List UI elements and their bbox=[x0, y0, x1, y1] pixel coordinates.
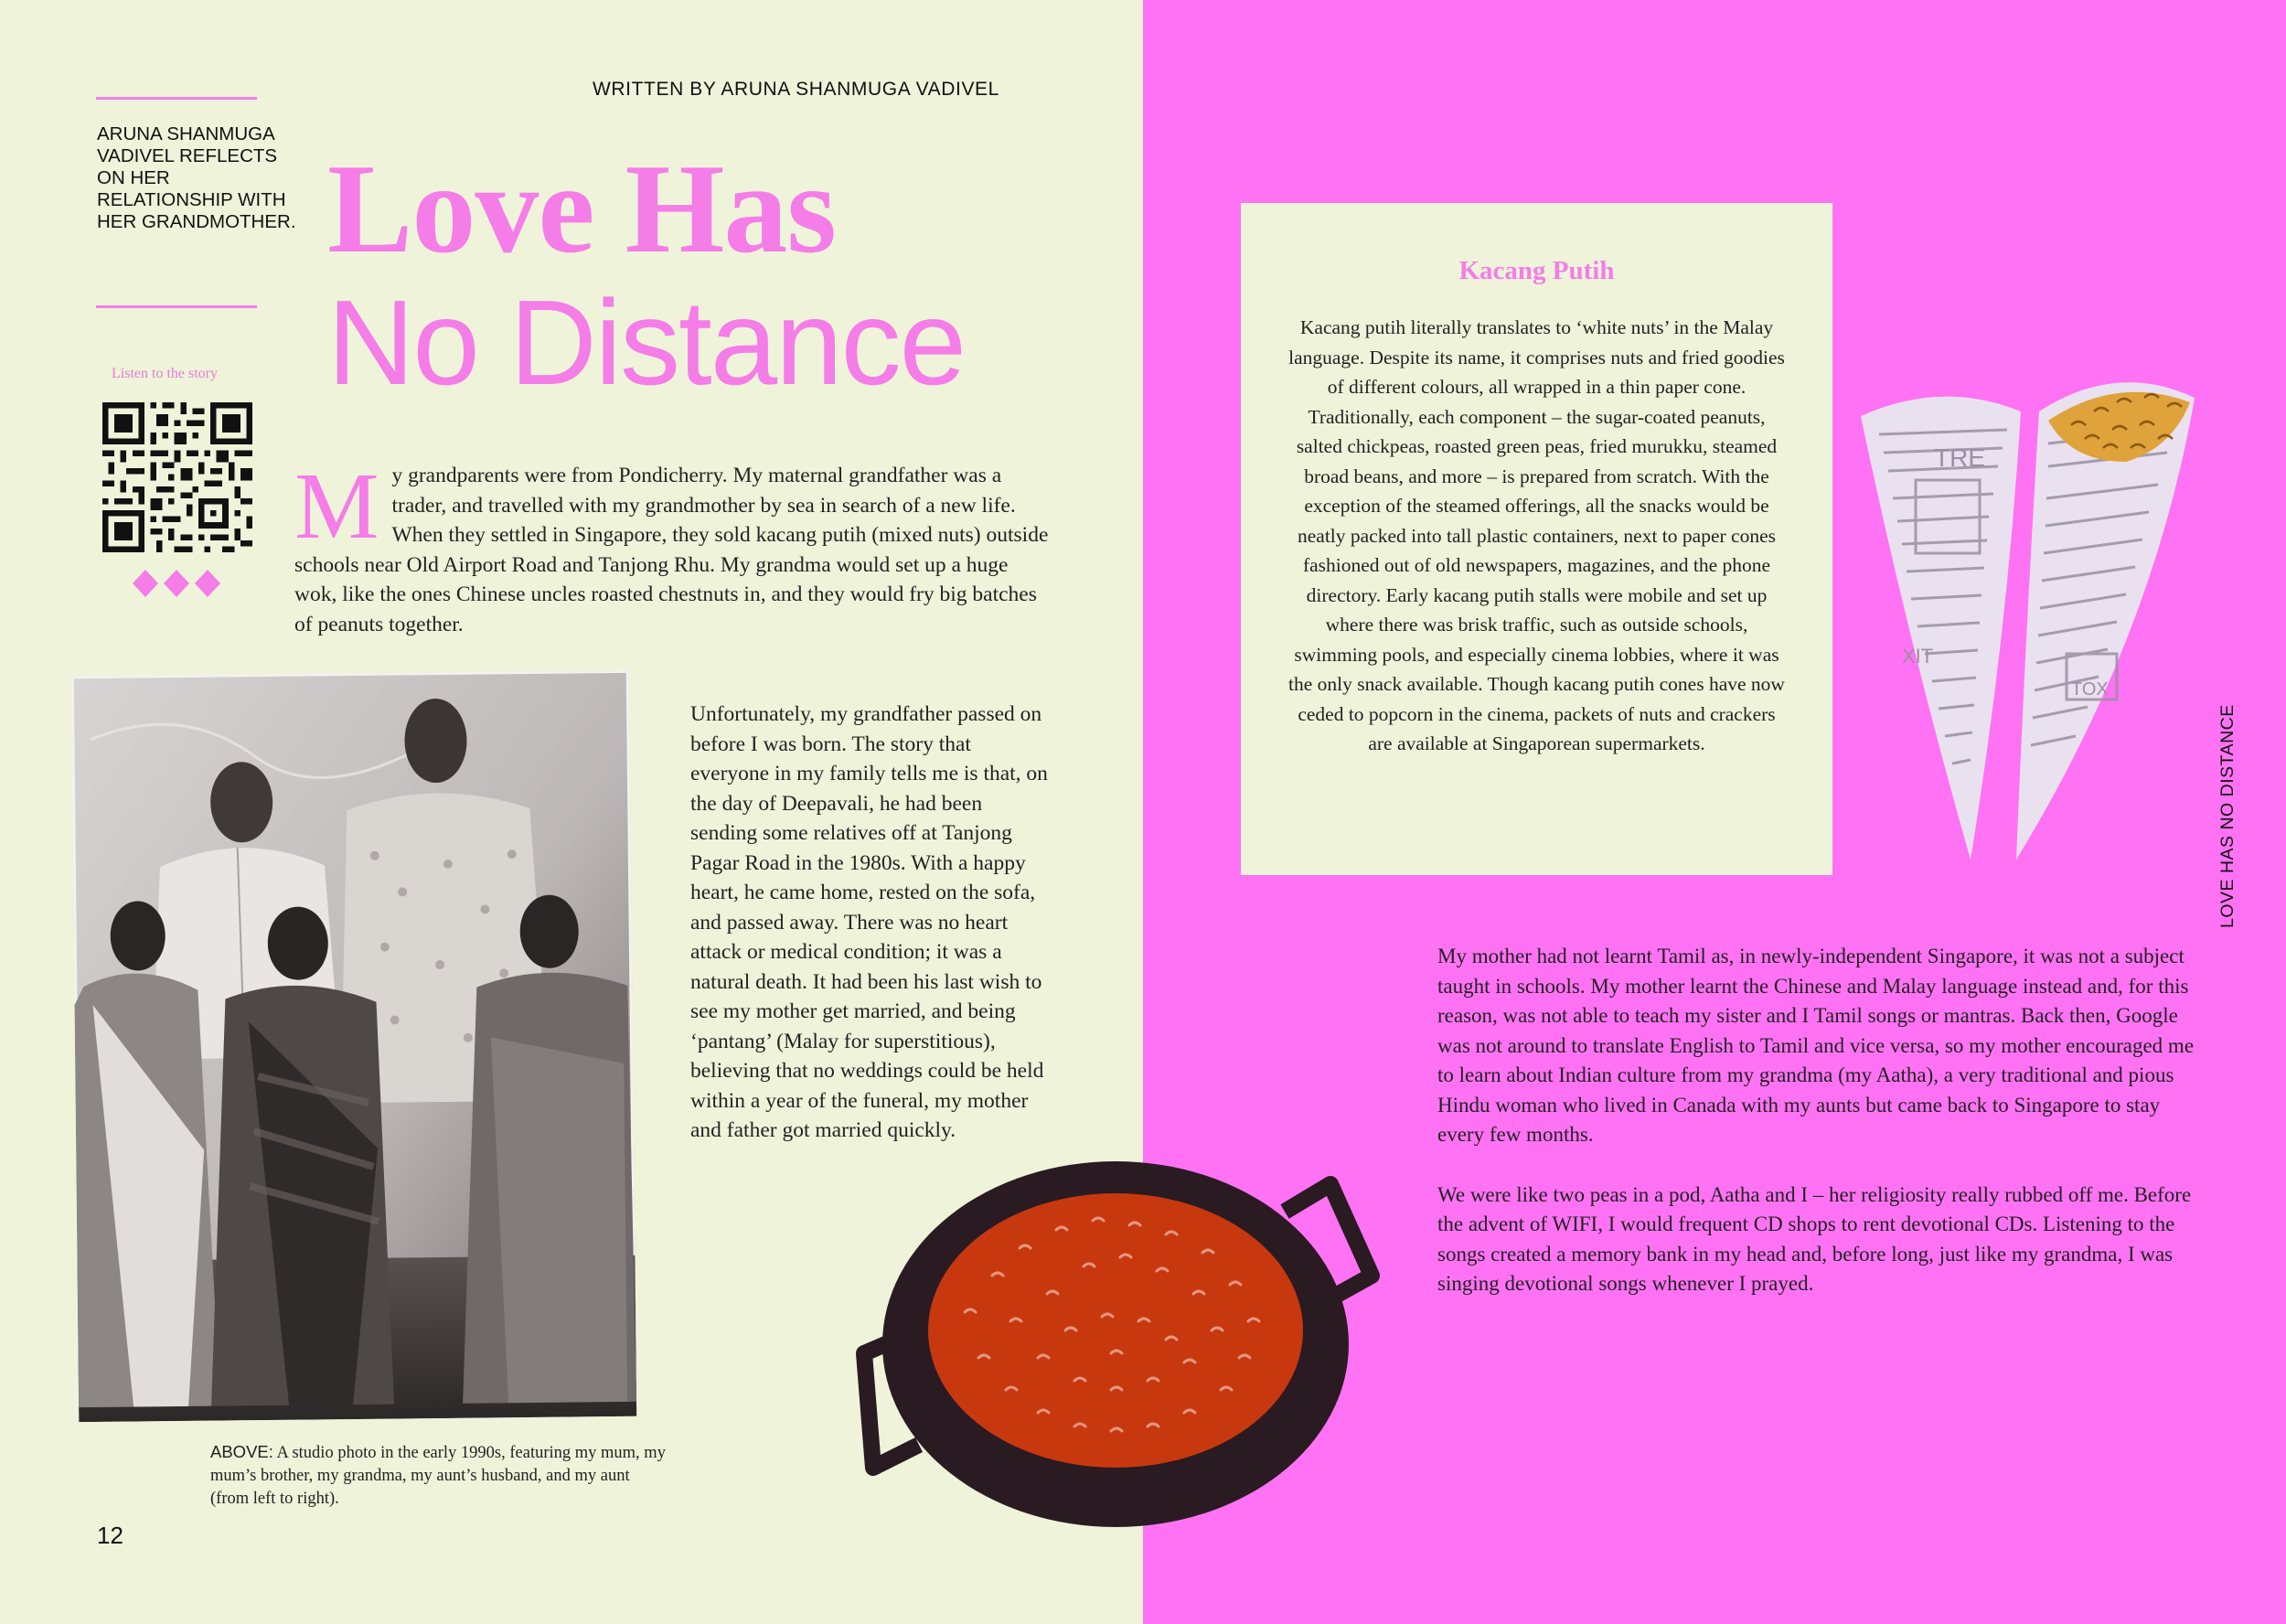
article-title bbox=[327, 138, 965, 410]
cone-text-bottom: XIT bbox=[1902, 645, 1934, 668]
running-head: LOVE HAS NO DISTANCE bbox=[2217, 704, 2238, 928]
qr-code-icon[interactable] bbox=[102, 402, 252, 552]
title-line-2: No Distance bbox=[327, 275, 965, 410]
caption-text: A studio photo in the early 1990s, featuring my mum, my mum’s brother, my grandma, my aunt’s husband, and my aunt (from left to right). bbox=[210, 1444, 666, 1508]
byline: WRITTEN BY ARUNA SHANMUGA VADIVEL bbox=[593, 79, 999, 100]
right-paragraph-2: We were like two peas in a pod, Aatha and I – her religiosity really rubbed off me. Before the advent of WIFI, I would frequent CD shops to rent devotional CDs. Listening to the songs created a memory bank in my head and, before long, just like my grandma, I was singing devotional songs whenever I prayed. bbox=[1437, 1182, 2192, 1295]
cone-text-top: TRE bbox=[1934, 443, 1985, 472]
sidebar-box bbox=[1241, 203, 1832, 875]
intro-paragraph bbox=[294, 454, 1049, 639]
family-photo bbox=[71, 670, 637, 1422]
sidebar-title: Kacang Putih bbox=[1458, 256, 1615, 285]
drop-cap: M bbox=[294, 454, 379, 559]
right-paragraph-1: My mother had not learnt Tamil as, in newly-independent Singapore, it was not a subject taught in schools. My mother learnt the Chinese and Malay language instead and, for this reason, was not able to teach my sister and I Tamil songs or mantras. Back then, Google was not around to translate English to Tamil and vice versa, so my mother encouraged me to learn about Indian culture from my grandma (my Aatha), a very traditional and pious Hindu woman who lived in Canada with my aunts but came back to Singapore to stay every few months. bbox=[1437, 945, 2195, 1146]
caption-label: ABOVE: bbox=[210, 1442, 273, 1461]
intro-text: y grandparents were from Pondicherry. My maternal grandfather was a trader, and travelled with my grandmother by sea in search of a new life. When they settled in Singapore, they sold kacang putih (mixed nuts) outside schools near Old Airport Road and Tanjong Rhu. My grandma would set up a huge wok, like the ones Chinese uncles roasted chestnuts in, and they would fry big batches of peanuts together. bbox=[294, 464, 1049, 636]
cone-text-right: TOX bbox=[2071, 679, 2109, 700]
bottom-divider bbox=[96, 305, 257, 308]
paper-cones-illustration bbox=[1852, 361, 2208, 873]
page-number: 12 bbox=[97, 1522, 123, 1549]
right-column bbox=[1437, 942, 2206, 1330]
photo-caption bbox=[210, 1440, 668, 1511]
sidebar-body: Kacang putih literally translates to ‘white nuts’ in the Malay language. Despite its name, it comprises nuts and fried goodies of different colours, all wrapped in a thin paper cone. Traditionally, each component – the sugar-coated peanuts, salted chickpeas, roasted green peas, fried murukku, steamed broad beans, and more – is prepared from scratch. With the exception of the steamed offerings, all the snacks would be neatly packed into tall plastic containers, next to paper cones fashioned out of old newspapers, magazines, and the phone directory. Early kacang putih stalls were mobile and set up where there was brisk traffic, such as outside schools, swimming pools, and especially cinema lobbies, where it was the only snack available. Though kacang putih cones have now ceded to popcorn in the cinema, packets of nuts and crackers are available at Singaporean supermarkets. bbox=[1288, 316, 1785, 754]
diamond-icon bbox=[131, 567, 222, 600]
article-dek: ARUNA SHANMUGA VADIVEL REFLECTS ON HER RELATIONSHIP WITH HER GRANDMOTHER. bbox=[97, 123, 296, 232]
top-divider bbox=[96, 97, 257, 100]
wok-illustration bbox=[855, 1138, 1381, 1559]
listen-label: Listen to the story bbox=[112, 366, 218, 381]
title-line-1: Love Has bbox=[327, 138, 836, 280]
column-two: Unfortunately, my grandfather passed on before I was born. The story that everyone in my family tells me is that, on the day of Deepavali, he had been sending some relatives off at Tanjong Pagar Road in the 1980s. With a happy heart, he came home, rested on the sofa, and passed away. There was no heart attack or medical condition; it was a natural death. It had been his last wish to see my mother get married, and being ‘pantang’ (Malay for superstitious), believing that no weddings could be held within a year of the funeral, my mother and father got married quickly. bbox=[690, 702, 1048, 1142]
